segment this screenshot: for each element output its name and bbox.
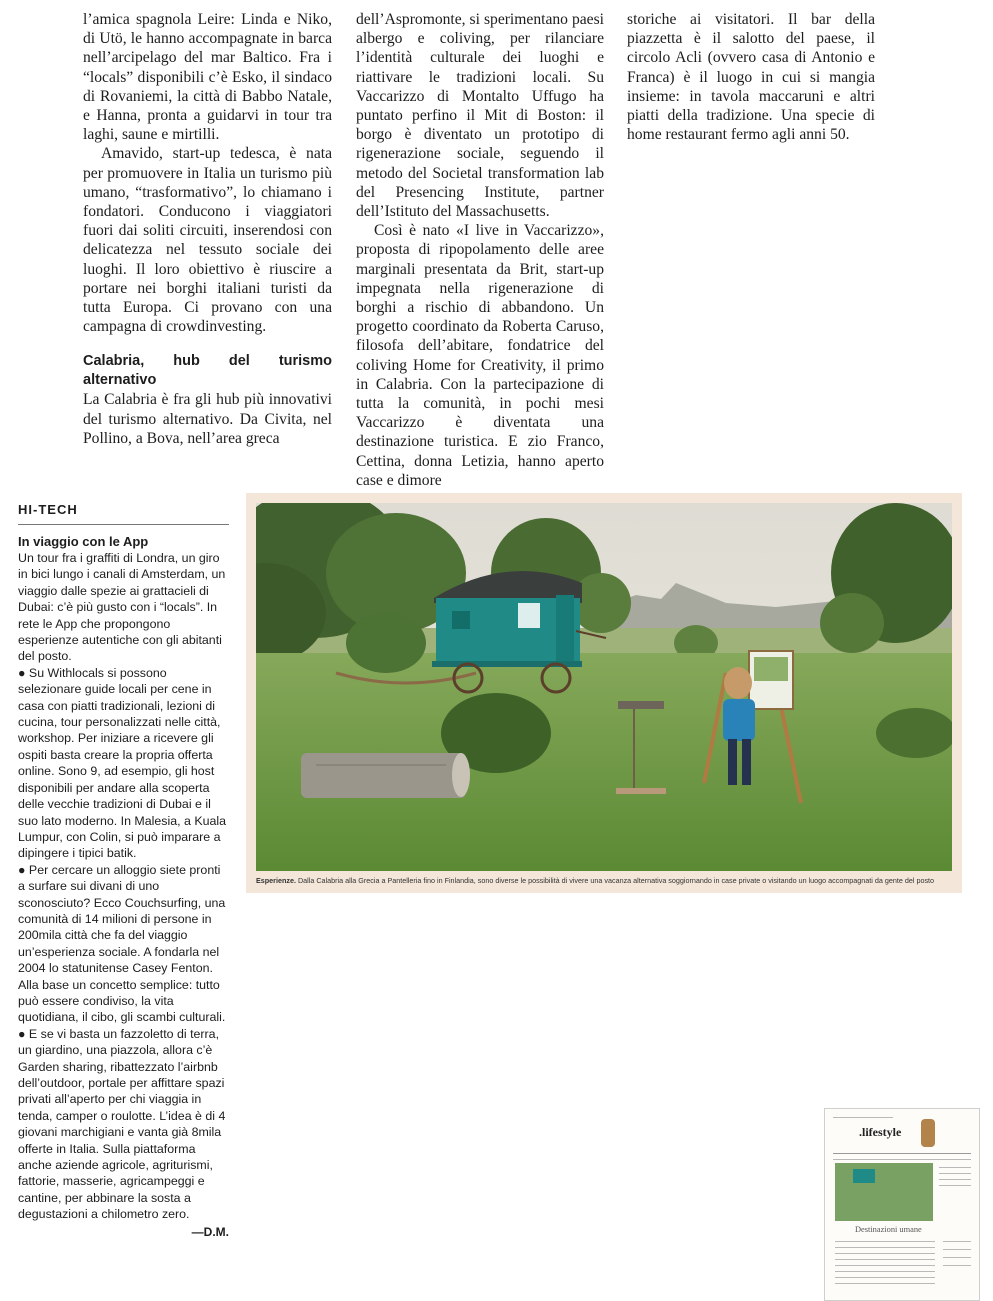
sidebar-paragraph: ● Per cercare un alloggio siete pronti a surfare sui divani di uno sconosciuto? Ecco Couchsurfing, una comunità di 14 milioni di persone in 200mila città che fa del viaggio un’esperienza sociale. A fondarla nel 2004 lo statunitense Casey Fenton. Alla base un concetto semplice: tutto può essere condiviso, la vita quotidiana, il cibo, gli scambi culturali. (18, 862, 226, 1025)
log (301, 753, 470, 798)
article-column-1 (83, 10, 332, 448)
article-subhead: Calabria, hub del turismo alternativo (83, 353, 332, 389)
section-label: HI-TECH (18, 502, 229, 525)
hi-tech-sidebar (18, 502, 229, 1239)
page-thumbnail (824, 1108, 980, 1301)
sidebar-paragraph: Un tour fra i graffiti di Londra, un giro in bici lungo i canali di Amsterdam, un viaggio dalle spezie ai grattacieli di Dubai: c’è più gusto con i “locals”. In rete le App che propongono esperienze autentiche con gli abitanti del posto. (18, 551, 226, 664)
article-paragraph: Amavido, start-up tedesca, è nata per promuovere in Italia un turismo più umano, “trasformativo”, lo chiamano i fondatori. Conducono i viaggiatori fuori dai soliti circuiti, inserendosi con delicatezza nel tessuto sociale dei luoghi. Il loro obiettivo è riuscire a portare nei borghi italiani turisti da tutta Europa. Ci provano con una campagna di crowdinvesting. (83, 145, 332, 336)
caption-text: Dalla Calabria alla Grecia a Pantelleria fino in Finlandia, sono diverse le possibilità di vivere una vacanza alternativa soggiornando in case private o visitando un luogo accompagnati da gente del posto (297, 876, 935, 885)
photo-illustration (256, 503, 952, 871)
article-paragraph: l’amica spagnola Leire: Linda e Niko, di Utö, le hanno accompagnate in barca nell’arcipelago del mar Baltico. Fra i “locals” disponibili c’è Esko, il sindaco di Rovaniemi, la città di Babbo Natale, e Hanna, pronta a guidarvi in tour tra laghi, saune e mirtilli. (83, 11, 332, 144)
sidebar-title: In viaggio con le App (18, 534, 149, 549)
article-paragraph: storiche ai visitatori. Il bar della piazzetta è il salotto del paese, il circolo Acli (ovvero casa di Antonio e Franca) è il luogo in cui si mangia insieme: in tavola maccaruni e altri piatti della tradizione. Una specie di home restaurant fermo agli anni 50. (627, 11, 875, 144)
article-paragraph: La Calabria è fra gli hub più innovativi del turismo alternativo. Da Civita, nel Pollino, a Bova, nell’area greca (83, 391, 332, 447)
thumbnail-section-title: .lifestyle (859, 1125, 902, 1139)
caption-label: Esperienze. (256, 876, 296, 885)
thumbnail-headline: Destinazioni umane (855, 1225, 922, 1234)
thumbnail-figure (921, 1119, 935, 1147)
photo-caption (256, 876, 956, 885)
article-paragraph: dell’Aspromonte, si sperimentano paesi albergo e coliving, per rilanciare l’identità culturale dei luoghi e riattivare le tradizioni locali. Su Vaccarizzo di Montalto Uffugo ha puntato perfino il Mit di Boston: il borgo è diventato un prototipo di rigenerazione sociale, seguendo il metodo del Societal transformation lab del Presencing Institute, partner dell’Istituto del Massachusetts. (356, 11, 604, 221)
photo-frame (246, 493, 962, 893)
article-paragraph: Così è nato «I live in Vaccarizzo», proposta di ripopolamento delle aree marginali presentata da Brit, start-up impegnata nella rigenerazione di borghi a rischio di abbandono. Un progetto coordinato da Roberta Caruso, filosofa dell’abitare, fondatrice del coliving Home for Creativity, il primo in Calabria. Con la partecipazione di tutta la comunità, in pochi mesi Vaccarizzo è diventata una destinazione turistica. E zio Franco, Cettina, donna Letizia, hanno aperto case e dimore (356, 222, 604, 489)
article-column-3 (627, 10, 875, 144)
sidebar-paragraph: ● E se vi basta un fazzoletto di terra, un giardino, una piazzola, allora c’è Garden sharing, ribattezzato l’airbnb dell’outdoor, portale per affittare spazi privati all’aperto per chi viaggia in tenda, camper o roulotte. L’idea è di 4 giovani marchigiani e vanta già 8mila offerte in Italia. Sulla piattaforma anche aziende agricole, agriturismi, fattorie, masserie, agricampeggi e cantine, per abbinare la sosta a degustazioni a chilometro zero. (18, 1026, 226, 1222)
thumbnail-photo (835, 1163, 933, 1221)
article-photo (256, 503, 952, 871)
article-column-2 (356, 10, 604, 490)
author-signature: —D.M. (191, 1224, 229, 1239)
sidebar-paragraph: ● Su Withlocals si possono selezionare guide locali per cene in casa con piatti tradizionali, lezioni di cucina, tour personalizzati nelle città, workshop. Per iniziare a ricevere gli ospiti basta creare la propria offerta online. Sono 9, ad esempio, gli host disponibili per andare alla scoperta delle vecchie tradizioni di Dubai e il suo lato moderno. In Malesia, a Kuala Lumpur, con Colin, si può imparare a dipingere i tipici batik. (18, 665, 227, 861)
